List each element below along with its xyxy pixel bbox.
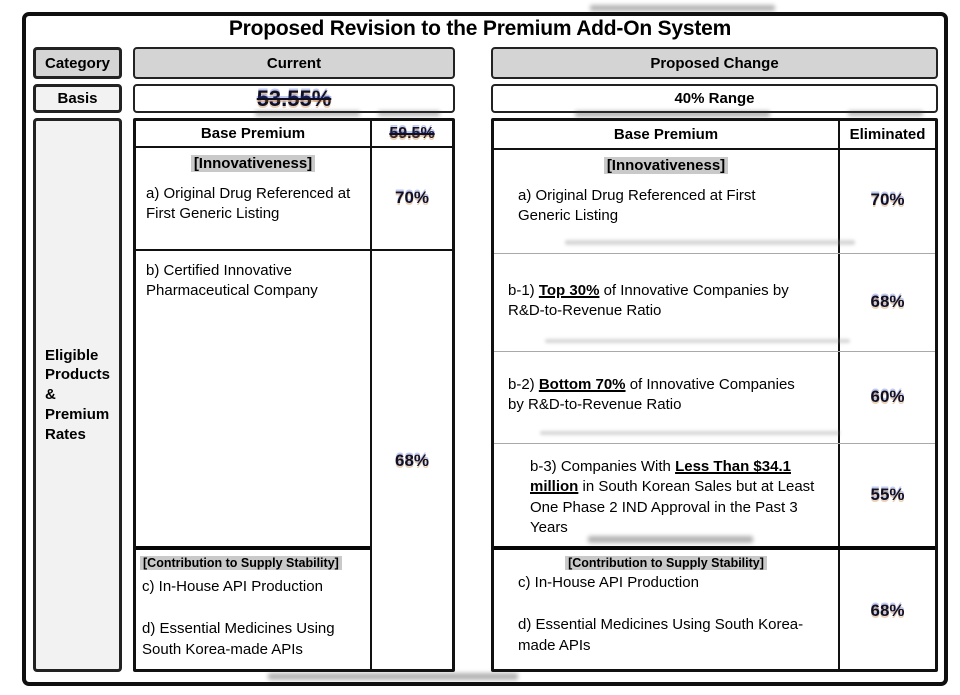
proposed-innovativeness-section [494, 150, 838, 227]
smudge-artifact [848, 111, 923, 116]
category-line: Products [45, 366, 111, 384]
current-base-premium-rate [372, 121, 452, 146]
current-supply-heading: [Contribution to Supply Stability] [140, 556, 370, 570]
current-item-b-rate: 68% [394, 451, 430, 470]
current-column-header: Current [133, 47, 455, 79]
category-line: Rates [45, 425, 86, 443]
category-column-header: Category [33, 47, 122, 79]
proposed-item-a: a) Original Drug Referenced at First Generic Listing [518, 187, 756, 225]
basis-row-label: Basis [33, 84, 122, 113]
proposed-item-c: c) In-House API Production [518, 574, 699, 591]
current-item-a: a) Original Drug Referenced at First Generic Listing [146, 185, 351, 223]
proposed-item-b2-rate: 60% [870, 387, 905, 406]
proposed-item-a-rate: 70% [870, 190, 905, 209]
smudge-artifact [565, 240, 855, 245]
proposed-item-b3: b-3) Companies With Less Than $34.1 million in South Korean Sales but at Least One Phase 2 IND Approval in the Past 3 Years [530, 458, 815, 536]
category-line: Premium [45, 405, 110, 423]
smudge-artifact [540, 431, 840, 435]
proposed-rowB1-divider [494, 351, 935, 352]
proposed-base-premium-header: Base Premium [613, 126, 719, 143]
b3-emphasis: Less Than $34.1 million [530, 458, 791, 496]
current-base-premium-rate-text: 59.5% [389, 124, 435, 142]
proposed-item-b3-rate: 55% [870, 484, 905, 504]
page-title: Proposed Revision to the Premium Add-On System [228, 17, 732, 40]
proposed-item-b1-rate: 68% [870, 292, 905, 311]
current-item-d: d) Essential Medicines Using South Korea-made APIs [142, 620, 335, 658]
smudge-artifact [588, 536, 753, 543]
proposed-eliminated-header: Eliminated [849, 126, 926, 143]
proposed-supply-rate: 68% [870, 600, 905, 620]
basis-current-text: 53.55% [256, 85, 332, 111]
proposed-item-d: d) Essential Medicines Using South Korea-made APIs [518, 616, 804, 654]
proposed-supply-heading: [Contribution to Supply Stability] [494, 556, 838, 570]
current-item-b: b) Certified Innovative Pharmaceutical Company [146, 262, 318, 300]
category-eligible-cell [33, 118, 122, 672]
proposed-table [491, 118, 938, 672]
smudge-artifact [255, 111, 360, 116]
proposed-item-b1: b-1) Top 30% of Innovative Companies by R&D-to-Revenue Ratio [508, 282, 789, 320]
category-line: Eligible [45, 346, 99, 364]
smudge-artifact [545, 339, 850, 343]
smudge-artifact [590, 5, 775, 11]
basis-current-value [133, 84, 455, 113]
proposed-item-b2: b-2) Bottom 70% of Innovative Companies by R&D-to-Revenue Ratio [508, 376, 795, 414]
current-innovativeness-heading: [Innovativeness] [136, 155, 370, 172]
proposed-innovativeness-heading: [Innovativeness] [494, 157, 838, 174]
current-innovativeness-section [136, 148, 370, 225]
category-line: & [45, 386, 56, 404]
proposed-column-header: Proposed Change [491, 47, 938, 79]
current-supply-section [136, 550, 370, 660]
current-base-premium-header: Base Premium [200, 125, 306, 142]
smudge-artifact [378, 111, 440, 116]
b1-emphasis: Top 30% [538, 282, 600, 299]
current-item-a-rate: 70% [394, 188, 430, 207]
current-item-c: c) In-House API Production [142, 578, 323, 595]
proposed-supply-section [494, 550, 838, 656]
basis-proposed-value: 40% Range [491, 84, 938, 113]
smudge-artifact [575, 111, 770, 117]
b2-emphasis: Bottom 70% [538, 376, 626, 393]
proposed-rowB2-divider [494, 443, 935, 444]
smudge-artifact [268, 673, 518, 680]
proposed-rowA-divider [494, 253, 935, 254]
current-table [133, 118, 455, 672]
